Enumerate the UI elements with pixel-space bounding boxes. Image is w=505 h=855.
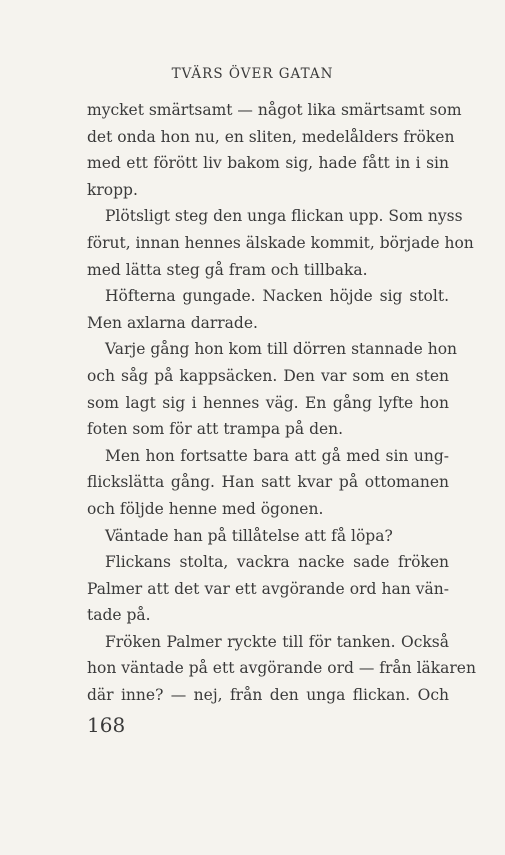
text-line: det onda hon nu, en sliten, medelålders fröken bbox=[87, 127, 455, 146]
text-line: med lätta steg gå fram och tillbaka. bbox=[87, 260, 368, 279]
running-head: TVÄRS ÖVER GATAN bbox=[171, 66, 334, 82]
text-line: Varje gång hon kom till dörren stannade hon bbox=[105, 340, 458, 359]
text-line: där inne? — nej, från den unga flickan. Och bbox=[87, 686, 449, 705]
text-line: hon väntade på ett avgörande ord — från läkaren bbox=[87, 659, 476, 678]
text-line: tade på. bbox=[87, 606, 151, 625]
text-line: och följde henne med ögonen. bbox=[87, 499, 324, 518]
text-line: foten som för att trampa på den. bbox=[87, 420, 344, 439]
text-line: mycket smärtsamt — något lika smärtsamt som bbox=[87, 101, 462, 119]
text-line: Men axlarna darrade. bbox=[87, 313, 258, 332]
text-line: förut, innan hennes älskade kommit, började hon bbox=[87, 233, 474, 252]
page-number: 168 bbox=[87, 713, 126, 737]
text-line: kropp. bbox=[87, 180, 138, 199]
body-text bbox=[87, 97, 476, 709]
text-line: Plötsligt steg den unga flickan upp. Som nyss bbox=[105, 207, 463, 226]
text-line: och såg på kappsäcken. Den var som en sten bbox=[87, 366, 449, 385]
text-line: flickslätta gång. Han satt kvar på ottomanen bbox=[87, 473, 449, 492]
text-line: Palmer att det var ett avgörande ord han vän- bbox=[87, 579, 449, 598]
text-line: Höfterna gungade. Nacken höjde sig stolt. bbox=[105, 287, 449, 306]
text-line: Flickans stolta, vackra nacke sade fröken bbox=[105, 553, 449, 572]
text-line: Men hon fortsatte bara att gå med sin ung- bbox=[105, 446, 449, 465]
text-line: med ett förött liv bakom sig, hade fått in i sin bbox=[87, 154, 449, 173]
text-line: Fröken Palmer ryckte till för tanken. Också bbox=[105, 632, 449, 651]
text-line: som lagt sig i hennes väg. En gång lyfte hon bbox=[87, 393, 449, 412]
text-line: Väntade han på tillåtelse att få löpa? bbox=[105, 526, 393, 545]
